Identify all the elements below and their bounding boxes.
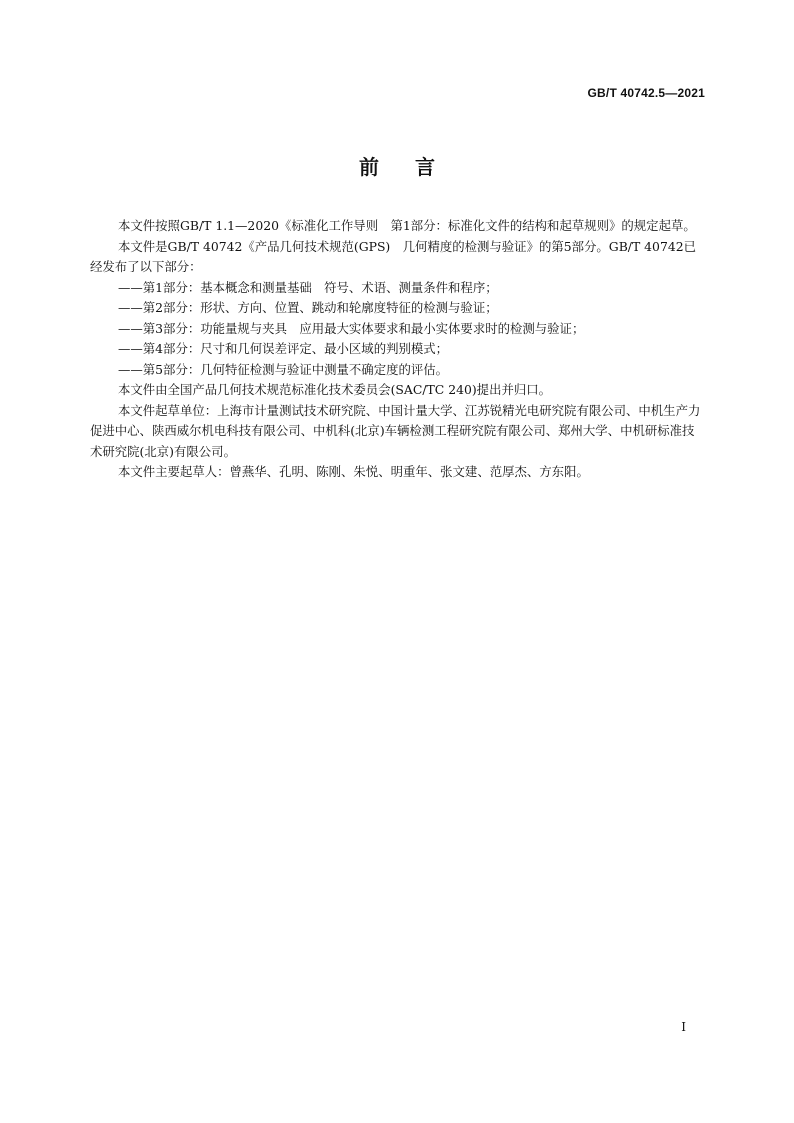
- parts-list-item: ——第1部分：基本概念和测量基础 符号、术语、测量条件和程序；: [118, 279, 498, 295]
- foreword-body: [90, 216, 704, 483]
- paragraph-drafters: 本文件主要起草人：曾燕华、孔明、陈刚、朱悦、明重年、张文建、范厚杰、方东阳。: [118, 464, 589, 479]
- page-title: 前言: [359, 155, 471, 179]
- paragraph-series-intro: 本文件是GB/T 40742《产品几何技术规范(GPS) 几何精度的检测与验证》的第5部分。GB/T 40742已经发布了以下部分：: [90, 238, 696, 274]
- paragraph-drafting-rules: 本文件按照GB/T 1.1—2020《标准化工作导则 第1部分：标准化文件的结构和起草规则》的规定起草。: [118, 218, 696, 233]
- page-number: I: [681, 1020, 686, 1034]
- parts-list-item: ——第2部分：形状、方向、位置、跳动和轮廓度特征的检测与验证；: [118, 300, 498, 315]
- standard-number: GB/T 40742.5—2021: [587, 86, 705, 100]
- parts-list-item: ——第3部分：功能量规与夹具 应用最大实体要求和最小实体要求时的检测与验证；: [118, 320, 585, 336]
- parts-list-item: ——第4部分：尺寸和几何误差评定、最小区域的判别模式；: [118, 341, 449, 356]
- paragraph-committee: 本文件由全国产品几何技术规范标准化技术委员会(SAC/TC 240)提出并归口。: [118, 382, 552, 397]
- parts-list-item: ——第5部分：几何特征检测与验证中测量不确定度的评估。: [118, 361, 449, 377]
- paragraph-drafting-units: 本文件起草单位：上海市计量测试技术研究院、中国计量大学、江苏锐精光电研究院有限公司、中机生产力促进中心、陕西威尔机电科技有限公司、中机科(北京)车辆检测工程研究院有限公司、郑州大学、中机研标准技术研究院(北京)有限公司。: [90, 402, 701, 459]
